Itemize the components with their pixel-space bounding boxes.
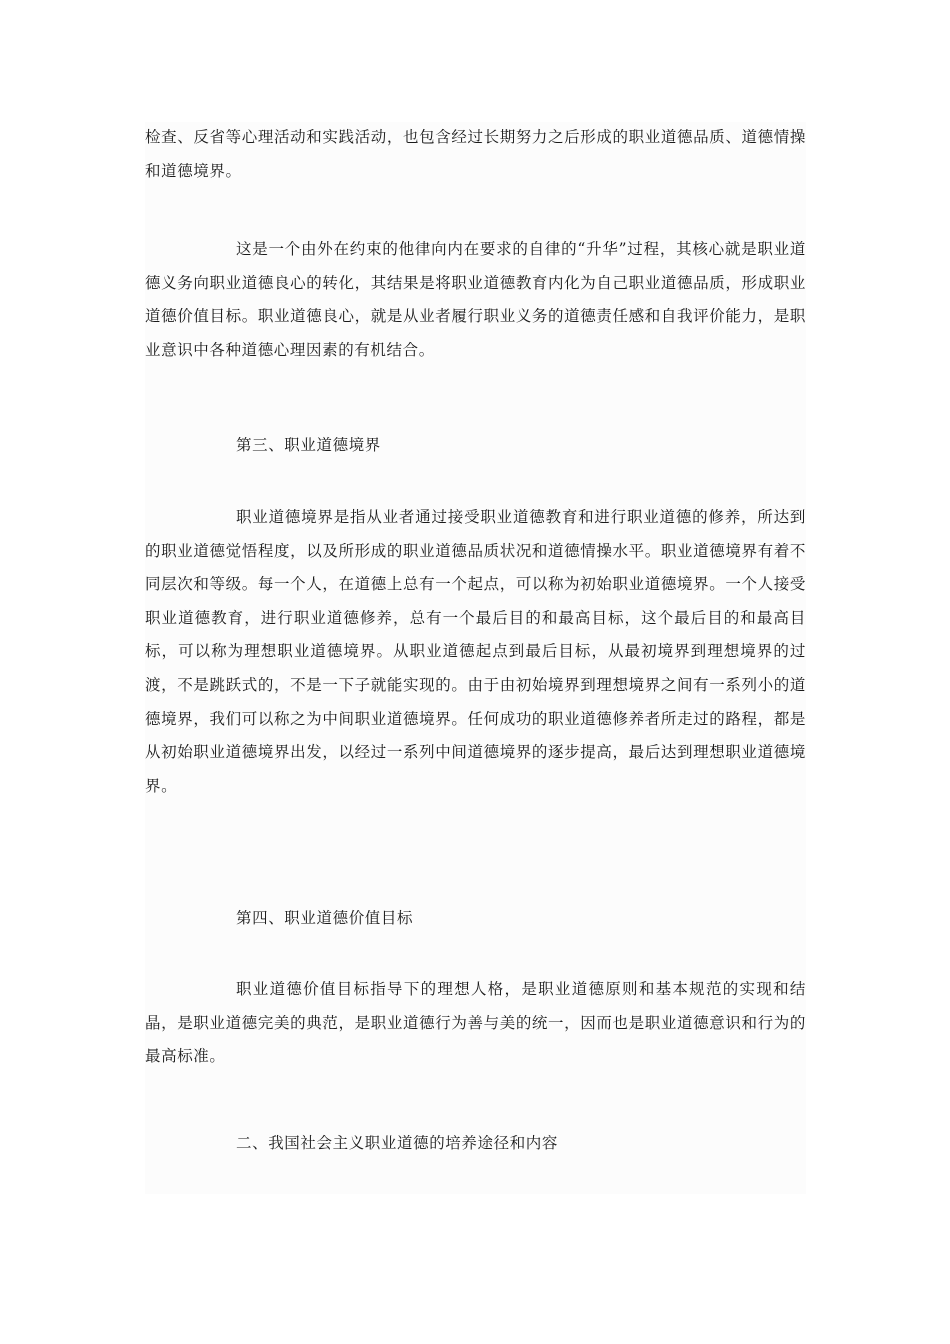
heading-fourth-section: 第四、职业道德价值目标 (236, 909, 414, 927)
heading-third-section: 第三、职业道德境界 (236, 436, 381, 454)
paragraph-moral-realm: 职业道德境界是指从业者通过接受职业道德教育和进行职业道德的修养，所达到的职业道德觉悟程度，以及所形成的职业道德品质状况和道德情操水平。职业道德境界有着不同层次和等级。每一个人，在道德上总有一个起点，可以称为初始职业道德境界。一个人接受职业道德教育，进行职业道德修养，总有一个最后目的和最高目标，这个最后目的和最高目标，可以称为理想职业道德境界。从职业道德起点到最后目标，从最初境界到理想境界的过渡，不是跳跃式的，不是一下子就能实现的。由于由初始境界到理想境界之间有一系列小的道德境界，我们可以称之为中间职业道德境界。任何成功的职业道德修养者所走过的路程，都是从初始职业道德境界出发，以经过一系列中间道德境界的逐步提高，最后达到理想职业道德境界。 (145, 508, 806, 795)
paragraph-value-goal: 职业道德价值目标指导下的理想人格，是职业道德原则和基本规范的实现和结晶，是职业道德完美的典范，是职业道德行为善与美的统一，因而也是职业道德意识和行为的最高标准。 (145, 980, 806, 1066)
paragraph-continuation: 检查、反省等心理活动和实践活动，也包含经过长期努力之后形成的职业道德品质、道德情操和道德境界。 (145, 128, 806, 180)
heading-part-two: 二、我国社会主义职业道德的培养途径和内容 (236, 1134, 559, 1152)
paragraph-self-discipline: 这是一个由外在约束的他律向内在要求的自律的“升华”过程，其核心就是职业道德义务向职业道德良心的转化，其结果是将职业道德教育内化为自己职业道德品质，形成职业道德价值目标。职业道德良心，就是从业者履行职业义务的道德责任感和自我评价能力，是职业意识中各种道德心理因素的有机结合。 (145, 240, 806, 359)
